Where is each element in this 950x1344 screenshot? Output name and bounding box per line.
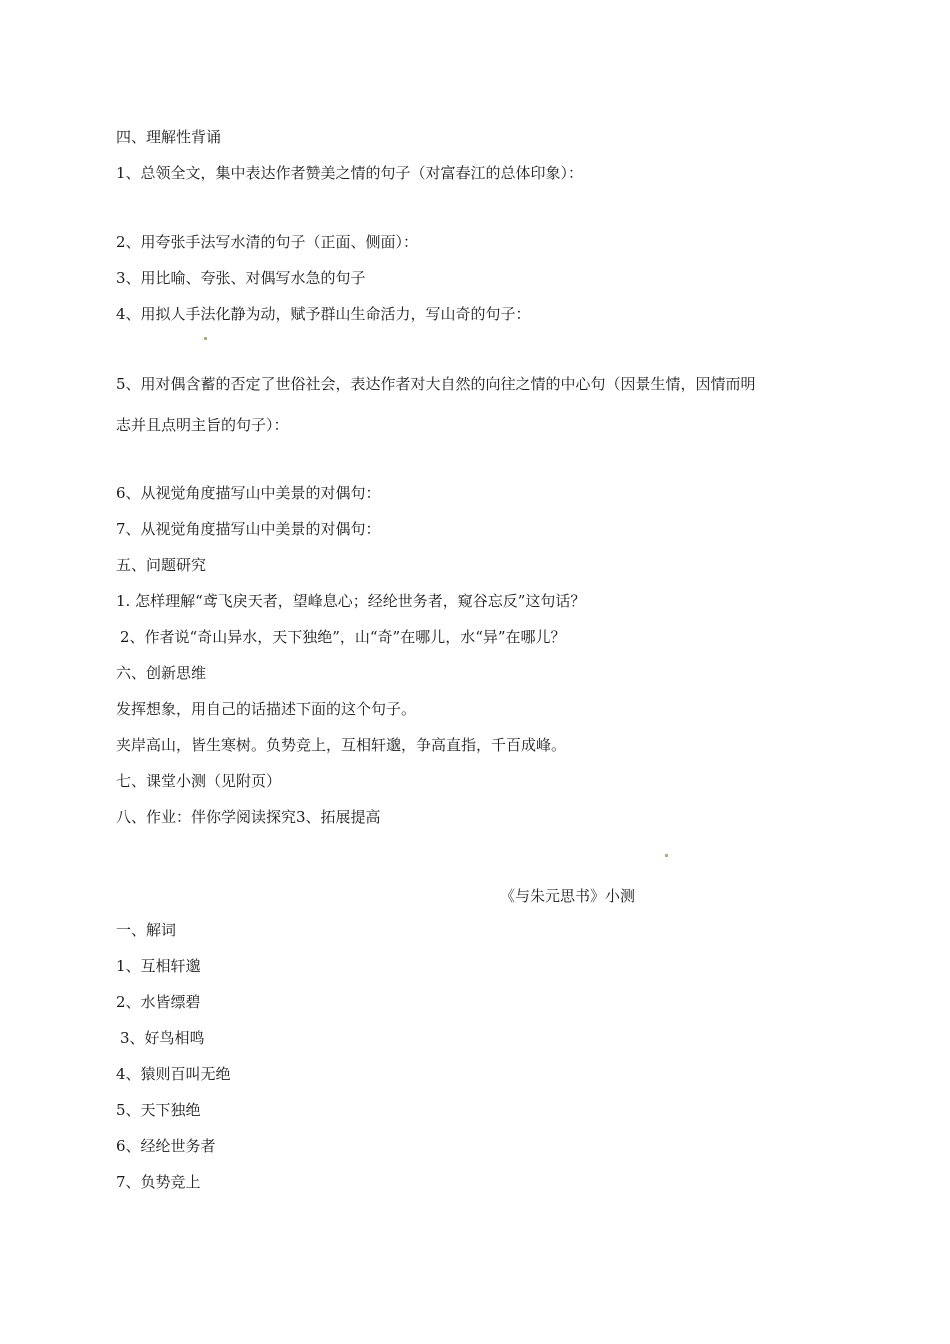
section-heading-6: 六、创新思维 (116, 664, 207, 682)
quiz-section-heading-1: 一、解词 (116, 921, 177, 939)
question-4-5-continued: 志并且点明主旨的句子）： (116, 416, 289, 434)
section-heading-8: 八、作业：伴你学阅读探究3、拓展提高 (116, 808, 381, 826)
quiz-item-6: 6、经纶世务者 (116, 1137, 216, 1155)
quiz-item-1: 1、互相轩邈 (116, 957, 201, 975)
question-4-6: 6、从视觉角度描写山中美景的对偶句： (116, 484, 381, 502)
question-5-1: 1. 怎样理解“鸢飞戾天者，望峰息心；经纶世务者，窥谷忘反”这句话？ (116, 592, 586, 610)
quiz-title: 《与朱元思书》小测 (500, 887, 636, 905)
quiz-item-4: 4、猿则百叫无绝 (116, 1065, 231, 1083)
quiz-item-5: 5、天下独绝 (116, 1101, 201, 1119)
question-4-2: 2、用夸张手法写水清的句子（正面、侧面）： (116, 233, 419, 251)
question-4-3: 3、用比喻、夸张、对偶写水急的句子 (116, 269, 366, 287)
section-heading-5: 五、问题研究 (116, 556, 207, 574)
quiz-item-3: 3、好鸟相鸣 (120, 1029, 205, 1047)
scan-speck (665, 854, 668, 857)
instruction-6: 发挥想象，用自己的话描述下面的这个句子。 (116, 700, 417, 718)
quiz-item-7: 7、负势竞上 (116, 1173, 201, 1191)
question-4-7: 7、从视觉角度描写山中美景的对偶句： (116, 520, 381, 538)
question-4-4: 4、用拟人手法化静为动，赋予群山生命活力，写山奇的句子： (116, 305, 531, 323)
question-5-2: 2、作者说“奇山异水，天下独绝”，山“奇”在哪儿，水“异”在哪儿？ (120, 628, 566, 646)
section-heading-4: 四、理解性背诵 (116, 128, 222, 146)
section-heading-7: 七、课堂小测（见附页） (116, 772, 282, 790)
quiz-item-2: 2、水皆缥碧 (116, 993, 201, 1011)
scan-speck (204, 337, 207, 340)
question-4-5: 5、用对偶含蓄的否定了世俗社会，表达作者对大自然的向往之情的中心句（因景生情，因情而明 (116, 375, 756, 393)
quoted-passage: 夹岸高山，皆生寒树。负势竞上，互相轩邈，争高直指，千百成峰。 (116, 736, 567, 754)
question-4-1: 1、总领全文，集中表达作者赞美之情的句子（对富春江的总体印象）： (116, 164, 584, 182)
